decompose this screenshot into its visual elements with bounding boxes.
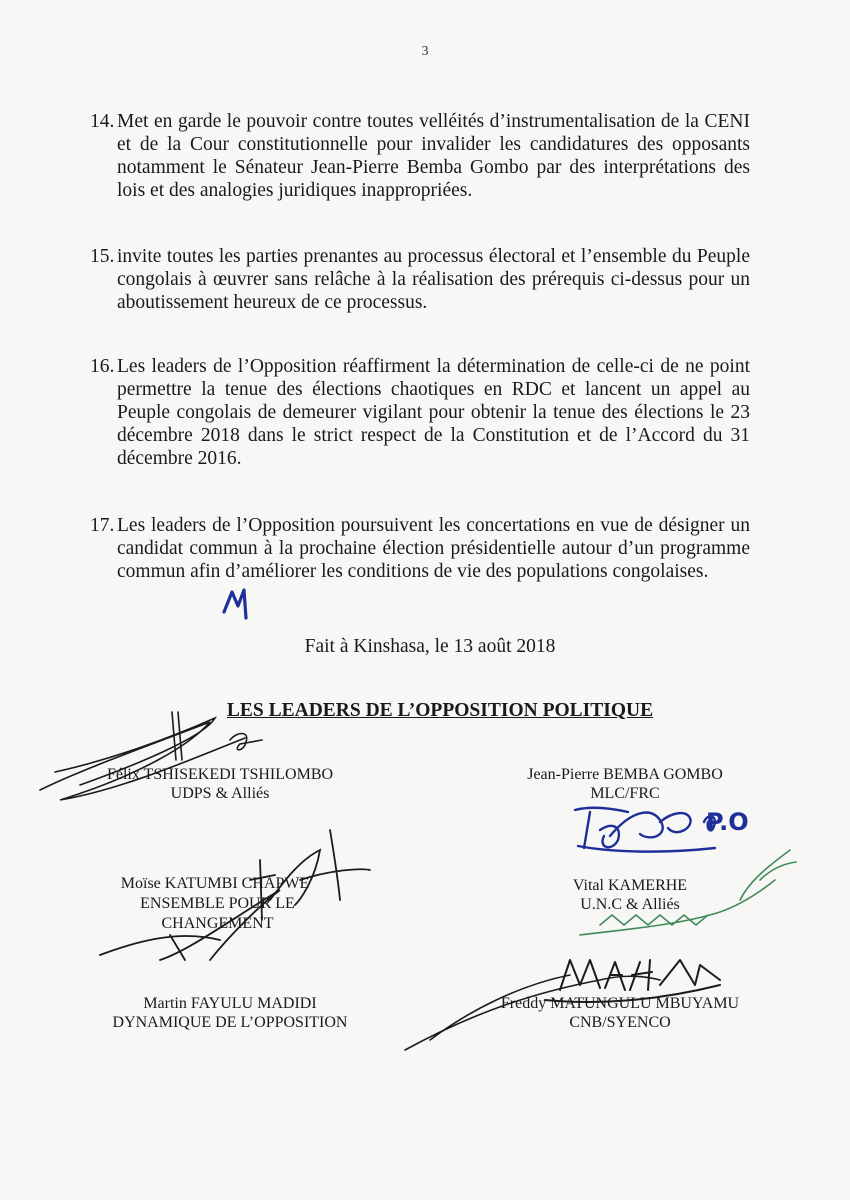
list-item-17 — [90, 514, 750, 583]
signatory-party-tshisekedi: UDPS & Alliés — [170, 785, 270, 802]
item-number: 16. — [90, 356, 115, 377]
page-number: 3 — [421, 44, 429, 59]
signatory-name-kamerhe: Vital KAMERHE — [572, 877, 688, 894]
list-item-16 — [90, 355, 750, 470]
item-number: 17. — [90, 515, 115, 536]
item-number: 14. — [90, 111, 115, 132]
signatory-name-tshisekedi: Félix TSHISEKEDI TSHILOMBO — [106, 766, 334, 783]
list-item-14 — [90, 110, 750, 202]
signatory-name-fayulu: Martin FAYULU MADIDI — [143, 995, 317, 1012]
item-text: Met en garde le pouvoir contre toutes velléités d’instrumentalisation de la CENI et de la Cour constitutionnelle pour invalider les candidatures des opposants notamment le Sénateur Jean-Pierre Bemba Gombo par des interprétations des lois et des analogies juridiques inappropriées. — [117, 111, 750, 201]
signatory-party-bemba: MLC/FRC — [590, 785, 660, 802]
signature-bemba-po: P.O — [706, 808, 749, 836]
signatory-party-fayulu: DYNAMIQUE DE L’OPPOSITION — [112, 1014, 348, 1031]
place-date: Fait à Kinshasa, le 13 août 2018 — [304, 636, 556, 657]
signature-bemba — [575, 808, 749, 852]
item-text: invite toutes les parties prenantes au processus électoral et l’ensemble du Peuple congolais à œuvrer sans relâche à la réalisation des prérequis ci-dessus pour un aboutissement heureux de ce processus. — [117, 246, 750, 313]
signatory-name-matungulu: Freddy MATUNGULU MBUYAMU — [500, 995, 740, 1012]
item-number: 15. — [90, 246, 115, 267]
item-text: Les leaders de l’Opposition poursuivent les concertations en vue de désigner un candidat commun à la prochaine élection présidentielle autour d’un programme commun afin d’améliorer les conditions de vie des populations congolaises. — [117, 515, 750, 582]
leaders-heading: LES LEADERS DE L’OPPOSITION POLITIQUE — [226, 700, 654, 721]
list-item-15 — [90, 245, 750, 314]
signatory-party-kamerhe: U.N.C & Alliés — [580, 896, 680, 913]
signatory-party-matungulu: CNB/SYENCO — [569, 1014, 671, 1031]
signatory-party-katumbi: ENSEMBLE POUR LE CHANGEMENT — [140, 895, 295, 932]
item-text: Les leaders de l’Opposition réaffirment la détermination de celle-ci de ne point permettre la tenue des élections chaotiques en RDC et lancent un appel au Peuple congolais de demeurer vigilant pour obtenir la tenue des élections le 23 décembre 2018 dans le strict respect de la Constitution et de l’Accord du 31 décembre 2016. — [117, 356, 750, 469]
signatory-name-katumbi: Moïse KATUMBI CHAPWE — [120, 875, 310, 892]
signatory-name-bemba: Jean-Pierre BEMBA GOMBO — [527, 766, 723, 783]
